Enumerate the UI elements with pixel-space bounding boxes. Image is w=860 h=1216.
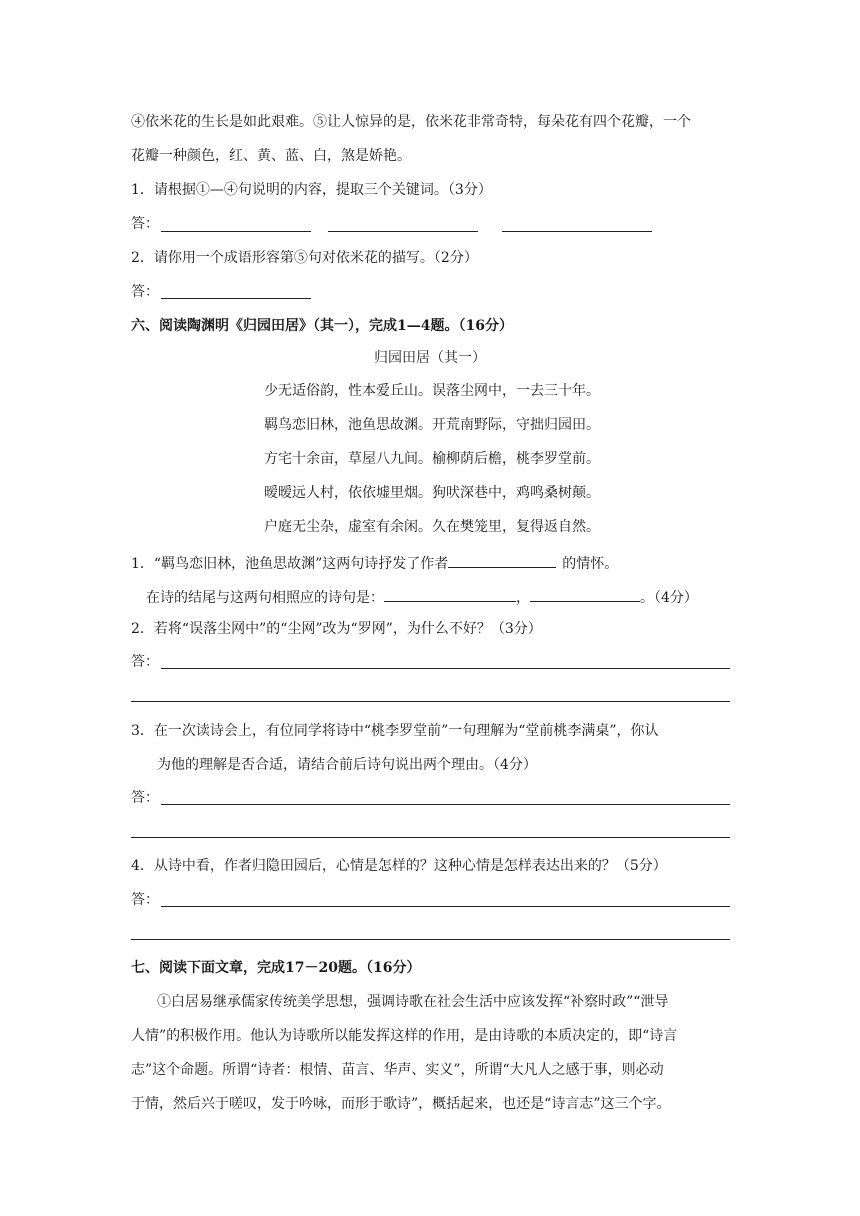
s6-q4-answer-line-1[interactable]: [161, 906, 730, 907]
s6-q2-answer-line-1[interactable]: [161, 668, 730, 669]
s6-q1-blank-2[interactable]: [384, 585, 516, 602]
section7-para-line: ①白居易继承儒家传统美学思想，强调诗歌在社会生活中应该发挥“补察时政”“泄导: [157, 994, 669, 1010]
s6-q3-answer-label: 答：: [131, 790, 159, 806]
s6-q3-answer-line-2[interactable]: [131, 837, 730, 838]
s6-q3-text-2: 为他的理解是否合适，请结合前后诗句说出两个理由。（4分）: [157, 757, 537, 773]
q1-blank-1[interactable]: [161, 231, 311, 232]
section6-heading: 六、阅读陶渊明《归园田居》（其一），完成1—4题。（16分）: [131, 318, 513, 334]
section7-para-line: 于情，然后兴于嗟叹，发于吟咏，而形于歌诗”，概括起来，也还是“诗言志”这三个字。: [131, 1096, 671, 1112]
poem-line: 户庭无尘杂，虚室有余闲。久在樊笼里，复得返自然。: [264, 519, 600, 535]
section7-heading: 七、阅读下面文章，完成17－20题。（16分）: [131, 960, 421, 976]
q2-text: 2．请你用一个成语形容第⑤句对依米花的描写。（2分）: [131, 250, 478, 266]
s6-q1-suffix: 的情怀。: [562, 556, 619, 572]
intro-line-1: ④依米花的生长是如此艰难。⑤让人惊异的是，依米花非常奇特，每朵花有四个花瓣，一个: [131, 114, 691, 130]
s6-q2-answer-line-2[interactable]: [131, 701, 730, 702]
s6-q3-answer-line-1[interactable]: [161, 804, 730, 805]
poem-line: 羁鸟恋旧林，池鱼思故渊。开荒南野际，守拙归园田。: [264, 417, 600, 433]
q1-blank-3[interactable]: [502, 231, 652, 232]
section7-para-line: 志”这个命题。所谓“诗者：根情、苗言、华声、实义”，所谓“大凡人之感于事，则必动: [131, 1062, 664, 1078]
poem-line: 少无适俗韵，性本爱丘山。误落尘网中，一去三十年。: [264, 383, 600, 399]
s6-q1-prompt: 在诗的结尾与这两句相照应的诗句是：: [146, 590, 384, 606]
s6-q1-end: 。（4分）: [640, 590, 698, 606]
s6-q1-text: 1．“羁鸟恋旧林，池鱼思故渊”这两句诗抒发了作者: [131, 556, 449, 572]
s6-q1-line-2: [146, 585, 698, 608]
q1-answer-label: 答：: [131, 216, 159, 232]
poem-line: 方宅十余亩，草屋八九间。榆柳荫后檐，桃李罗堂前。: [264, 451, 600, 467]
s6-q1-separator: ，: [516, 590, 530, 606]
s6-q2-answer-label: 答：: [131, 654, 159, 670]
intro-line-2: 花瓣一种颜色，红、黄、蓝、白，煞是娇艳。: [131, 148, 411, 164]
q2-blank[interactable]: [161, 298, 311, 299]
q2-answer-label: 答：: [131, 284, 159, 300]
s6-q4-answer-label: 答：: [131, 892, 159, 908]
poem-line: 暧暧远人村，依依墟里烟。狗吠深巷中，鸡鸣桑树颠。: [264, 485, 600, 501]
s6-q1-blank[interactable]: [448, 551, 556, 568]
s6-q4-text: 4．从诗中看，作者归隐田园后，心情是怎样的？这种心情是怎样表达出来的？（5分）: [131, 858, 667, 874]
section7-para-line: 人情”的积极作用。他认为诗歌所以能发挥这样的作用，是由诗歌的本质决定的，即“诗言: [131, 1028, 678, 1044]
s6-q2-text: 2．若将“误落尘网中”的“尘网”改为“罗网”，为什么不好？（3分）: [131, 621, 542, 637]
s6-q4-answer-line-2[interactable]: [131, 939, 730, 940]
s6-q3-text-1: 3．在一次读诗会上，有位同学将诗中“桃李罗堂前”一句理解为“堂前桃李满桌”，你认: [131, 723, 659, 739]
s6-q1-blank-3[interactable]: [530, 585, 640, 602]
s6-q1-line-1: [131, 551, 618, 574]
q1-text: 1．请根据①—④句说明的内容，提取三个关键词。（3分）: [131, 182, 492, 198]
poem-title: 归园田居（其一）: [374, 350, 486, 366]
q1-blank-2[interactable]: [328, 231, 478, 232]
